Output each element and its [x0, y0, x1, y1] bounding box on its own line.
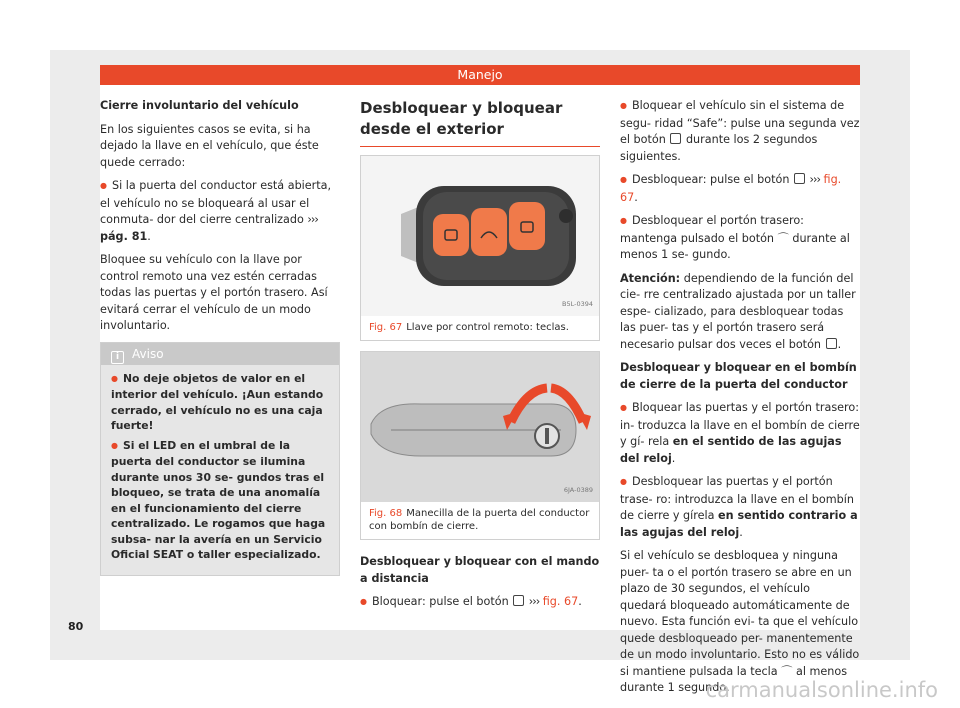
- footer-watermark: carmanualsonline.info: [705, 678, 938, 702]
- warning-item: ● No deje objetos de valor en el interior del vehículo. ¡Aun estando cerrado, el vehículo no es una caja fuerte!: [111, 371, 329, 434]
- column-right: [620, 98, 860, 704]
- figure-reference[interactable]: fig. 67: [620, 173, 842, 204]
- bullet-item: ● Desbloquear las puertas y el portón trase- ro: introduzca la llave en el bombín de cierre y gírela en sentido contrario a las agujas del reloj.: [620, 474, 860, 541]
- info-icon: i: [111, 351, 124, 364]
- lock-icon: [670, 133, 681, 144]
- unlock-icon: [794, 173, 805, 184]
- door-handle-image: [361, 352, 599, 502]
- lock-icon: [513, 595, 524, 606]
- paragraph: Si el vehículo se desbloquea y ninguna puer- ta o el portón trasero se abre en un plazo de 30 segundos, el vehículo quedará bloqueado automáticamente de nuevo. Esta función evi- ta que el vehículo quede desbloqueado per- manentemente de un modo involuntario. Esto no es válido si mantiene pulsada la tecla ⌒ al menos durante 1 segundo.: [620, 549, 860, 694]
- figure-reference[interactable]: fig. 67: [542, 595, 579, 608]
- unlock-icon: [826, 338, 837, 349]
- key-remote-image: [361, 156, 599, 316]
- figure-caption: Fig. 68 Manecilla de la puerta del conductor con bombín de cierre.: [361, 502, 599, 539]
- warning-box: [100, 342, 340, 576]
- page-number: 80: [68, 620, 84, 633]
- figure-code: B5L-0394: [562, 299, 593, 308]
- attention-paragraph: Atención: dependiendo de la función del cie- rre centralizado ajustada por un taller espe- cializado, para desbloquear todas las puer- tas y el portón trasero será necesario pulsar dos veces el botón .: [620, 271, 856, 351]
- warning-body: [101, 365, 339, 563]
- paragraph: En los siguientes casos se evita, si ha dejado la llave en el vehículo, que éste quede cerrado:: [100, 122, 319, 169]
- bullet-item: ● Bloquear: pulse el botón ››› fig. 67.: [360, 594, 600, 612]
- figure-code: 6JA-0389: [563, 485, 593, 494]
- trunk-icon: ⌒: [777, 231, 789, 245]
- paragraph: Bloquee su vehículo con la llave por control remoto una vez estén cerradas todas las puertas y el portón trasero. Así evitará cerrar el vehículo de un modo involuntario.: [100, 253, 328, 332]
- subheading-cierre: Cierre involuntario del vehículo: [100, 99, 299, 112]
- door-handle-illustration: [361, 352, 599, 502]
- page-reference[interactable]: pág. 81: [100, 229, 148, 243]
- figure-67: [360, 155, 600, 341]
- warning-header: i Aviso: [101, 343, 339, 365]
- figure-68: [360, 351, 600, 540]
- bullet-item: ● Bloquear las puertas y el portón trasero: in- troduzca la llave en el bombín de cierre y gí- rela en el sentido de las agujas del reloj.: [620, 400, 860, 467]
- trunk-icon: ⌒: [781, 664, 793, 678]
- section-header: Manejo: [100, 65, 860, 85]
- bullet-item: ● Bloquear el vehículo sin el sistema de segu- ridad “Safe”: pulse una segunda vez el botón durante los 2 segundos siguientes.: [620, 98, 860, 165]
- bullet-item: ● Desbloquear el portón trasero: mantenga pulsado el botón ⌒ durante al menos 1 se- gundo.: [620, 213, 860, 264]
- key-remote-illustration: [361, 156, 599, 316]
- subheading-mando: Desbloquear y bloquear con el mando a distancia: [360, 555, 600, 585]
- warning-item: ● Si el LED en el umbral de la puerta del conductor se ilumina durante unos 30 se- gundos tras el bloqueo, se trata de una anomalía en el funcionamiento del cierre centralizado. Le rogamos que haga subsa- nar la avería en un Servicio Oficial SEAT o taller especializado.: [111, 438, 329, 563]
- column-left: [100, 98, 340, 576]
- bullet-item: ● Desbloquear: pulse el botón ››› fig. 67.: [620, 172, 860, 206]
- figure-caption: Fig. 67 Llave por control remoto: teclas.: [361, 316, 599, 340]
- bullet-item: ● Si la puerta del conductor está abierta, el vehículo no se bloqueará al usar el conmuta- dor del cierre centralizado ››› pág. 81.: [100, 178, 340, 245]
- subheading-bombin: Desbloquear y bloquear en el bombín de cierre de la puerta del conductor: [620, 361, 857, 391]
- column-middle: [360, 98, 600, 619]
- section-title: Desbloquear y bloquear desde el exterior: [360, 98, 600, 147]
